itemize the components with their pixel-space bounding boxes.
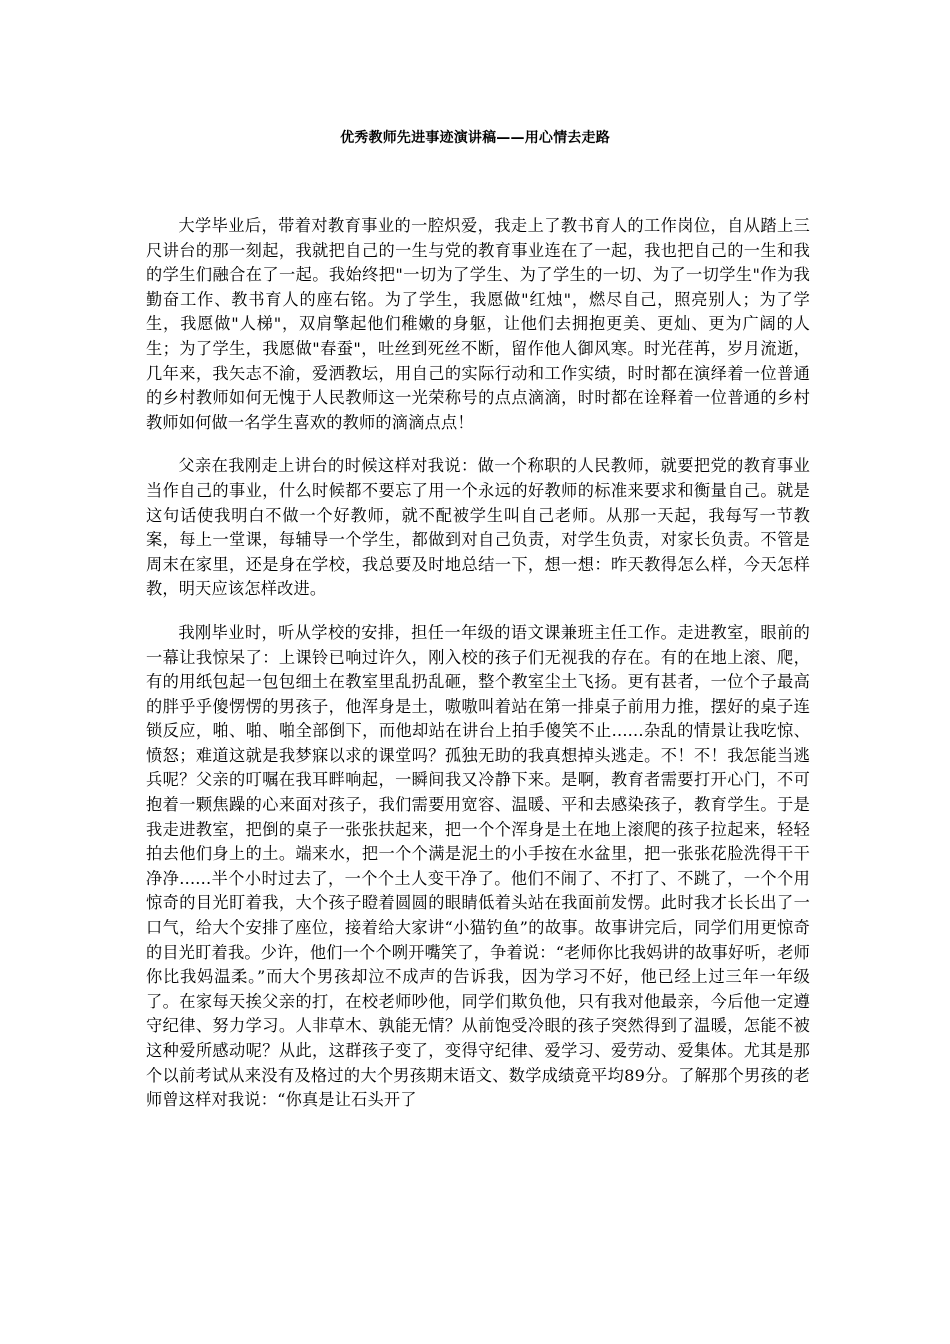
paragraph-1: 大学毕业后，带着对教育事业的一腔炽爱，我走上了教书育人的工作岗位，自从踏上三尺讲台的那一刻起，我就把自己的一生与党的教育事业连在了一起，我也把自己的一生和我的学生们融合在了一起。我始终把"一切为了学生、为了学生的一切、为了一切学生"作为我勤奋工作、教书育人的座右铭。为了学生，我愿做"红烛"，燃尽自己，照亮别人；为了学生，我愿做"人梯"，双肩擎起他们稚嫩的身躯，让他们去拥抱更美、更灿、更为广阔的人生；为了学生，我愿做"春蚕"，吐丝到死丝不断，留作他人御风寒。时光荏苒，岁月流逝，几年来，我矢志不渝，爱洒教坛，用自己的实际行动和工作实绩，时时都在演绎着一位普通的乡村教师如何无愧于人民教师这一光荣称号的点点滴滴，时时都在诠释着一位普通的乡村教师如何做一名学生喜欢的教师的滴滴点点！: [146, 216, 810, 432]
paragraph-2: 父亲在我刚走上讲台的时候这样对我说：做一个称职的人民教师，就要把党的教育事业当作自己的事业，什么时候都不要忘了用一个永远的好教师的标准来要求和衡量自己。就是这句话使我明白不做一个好教师，就不配被学生叫自己老师。从那一天起，我每写一节教案，每上一堂课，每辅导一个学生，都做到对自己负责，对学生负责，对家长负责。不管是周末在家里，还是身在学校，我总要及时地总结一下，想一想：昨天教得怎么样，今天怎样教，明天应该怎样改进。: [146, 456, 810, 599]
document-title: 优秀教师先进事迹演讲稿——用心情去走路: [340, 130, 610, 146]
paragraph-3: 我刚毕业时，听从学校的安排，担任一年级的语文课兼班主任工作。走进教室，眼前的一幕让我惊呆了：上课铃已响过许久，刚入校的孩子们无视我的存在。有的在地上滚、爬，有的用纸包起一包包细土在教室里乱扔乱砸，整个教室尘土飞扬。更有甚者，一位个子最高的胖乎乎傻愣愣的男孩子，他浑身是土，嗷嗷叫着站在第一排桌子前用力推，摆好的桌子连锁反应，啪、啪、啪全部倒下，而他却站在讲台上拍手傻笑不止......杂乱的情景让我吃惊、愤怒；难道这就是我梦寐以求的课堂吗？孤独无助的我真想掉头逃走。不！不！我怎能当逃兵呢？父亲的叮嘱在我耳畔响起，一瞬间我又冷静下来。是啊，教育者需要打开心门，不可抱着一颗焦躁的心来面对孩子，我们需要用宽容、温暖、平和去感染孩子，教育学生。于是我走进教室，把倒的桌子一张张扶起来，把一个个浑身是土在地上滚爬的孩子拉起来，轻轻拍去他们身上的土。端来水，把一个个满是泥土的小手按在水盆里，把一张张花脸洗得干干净净......半个小时过去了，一个个土人变干净了。他们不闹了、不打了、不跳了，一个个用惊奇的目光盯着我，大个孩子瞪着圆圆的眼睛低着头站在我面前发愣。此时我才长长出了一口气，给大个安排了座位，接着给大家讲“小猫钓鱼”的故事。故事讲完后，同学们用更惊奇的目光盯着我。少许，他们一个个咧开嘴笑了，争着说：“老师你比我妈讲的故事好听，老师你比我妈温柔。”而大个男孩却泣不成声的告诉我，因为学习不好，他已经上过三年一年级了。在家每天挨父亲的打，在校老师吵他，同学们欺负他，只有我对他最亲，今后他一定遵守纪律、努力学习。人非草木、孰能无情？从前饱受冷眼的孩子突然得到了温暖，怎能不被这种爱所感动呢？从此，这群孩子变了，变得守纪律、爱学习、爱劳动、爱集体。尤其是那个以前考试从来没有及格过的大个男孩期末语文、数学成绩竟平均89分。了解那个男孩的老师曾这样对我说：“你真是让石头开了: [146, 622, 810, 1110]
document-body: [146, 214, 810, 1132]
